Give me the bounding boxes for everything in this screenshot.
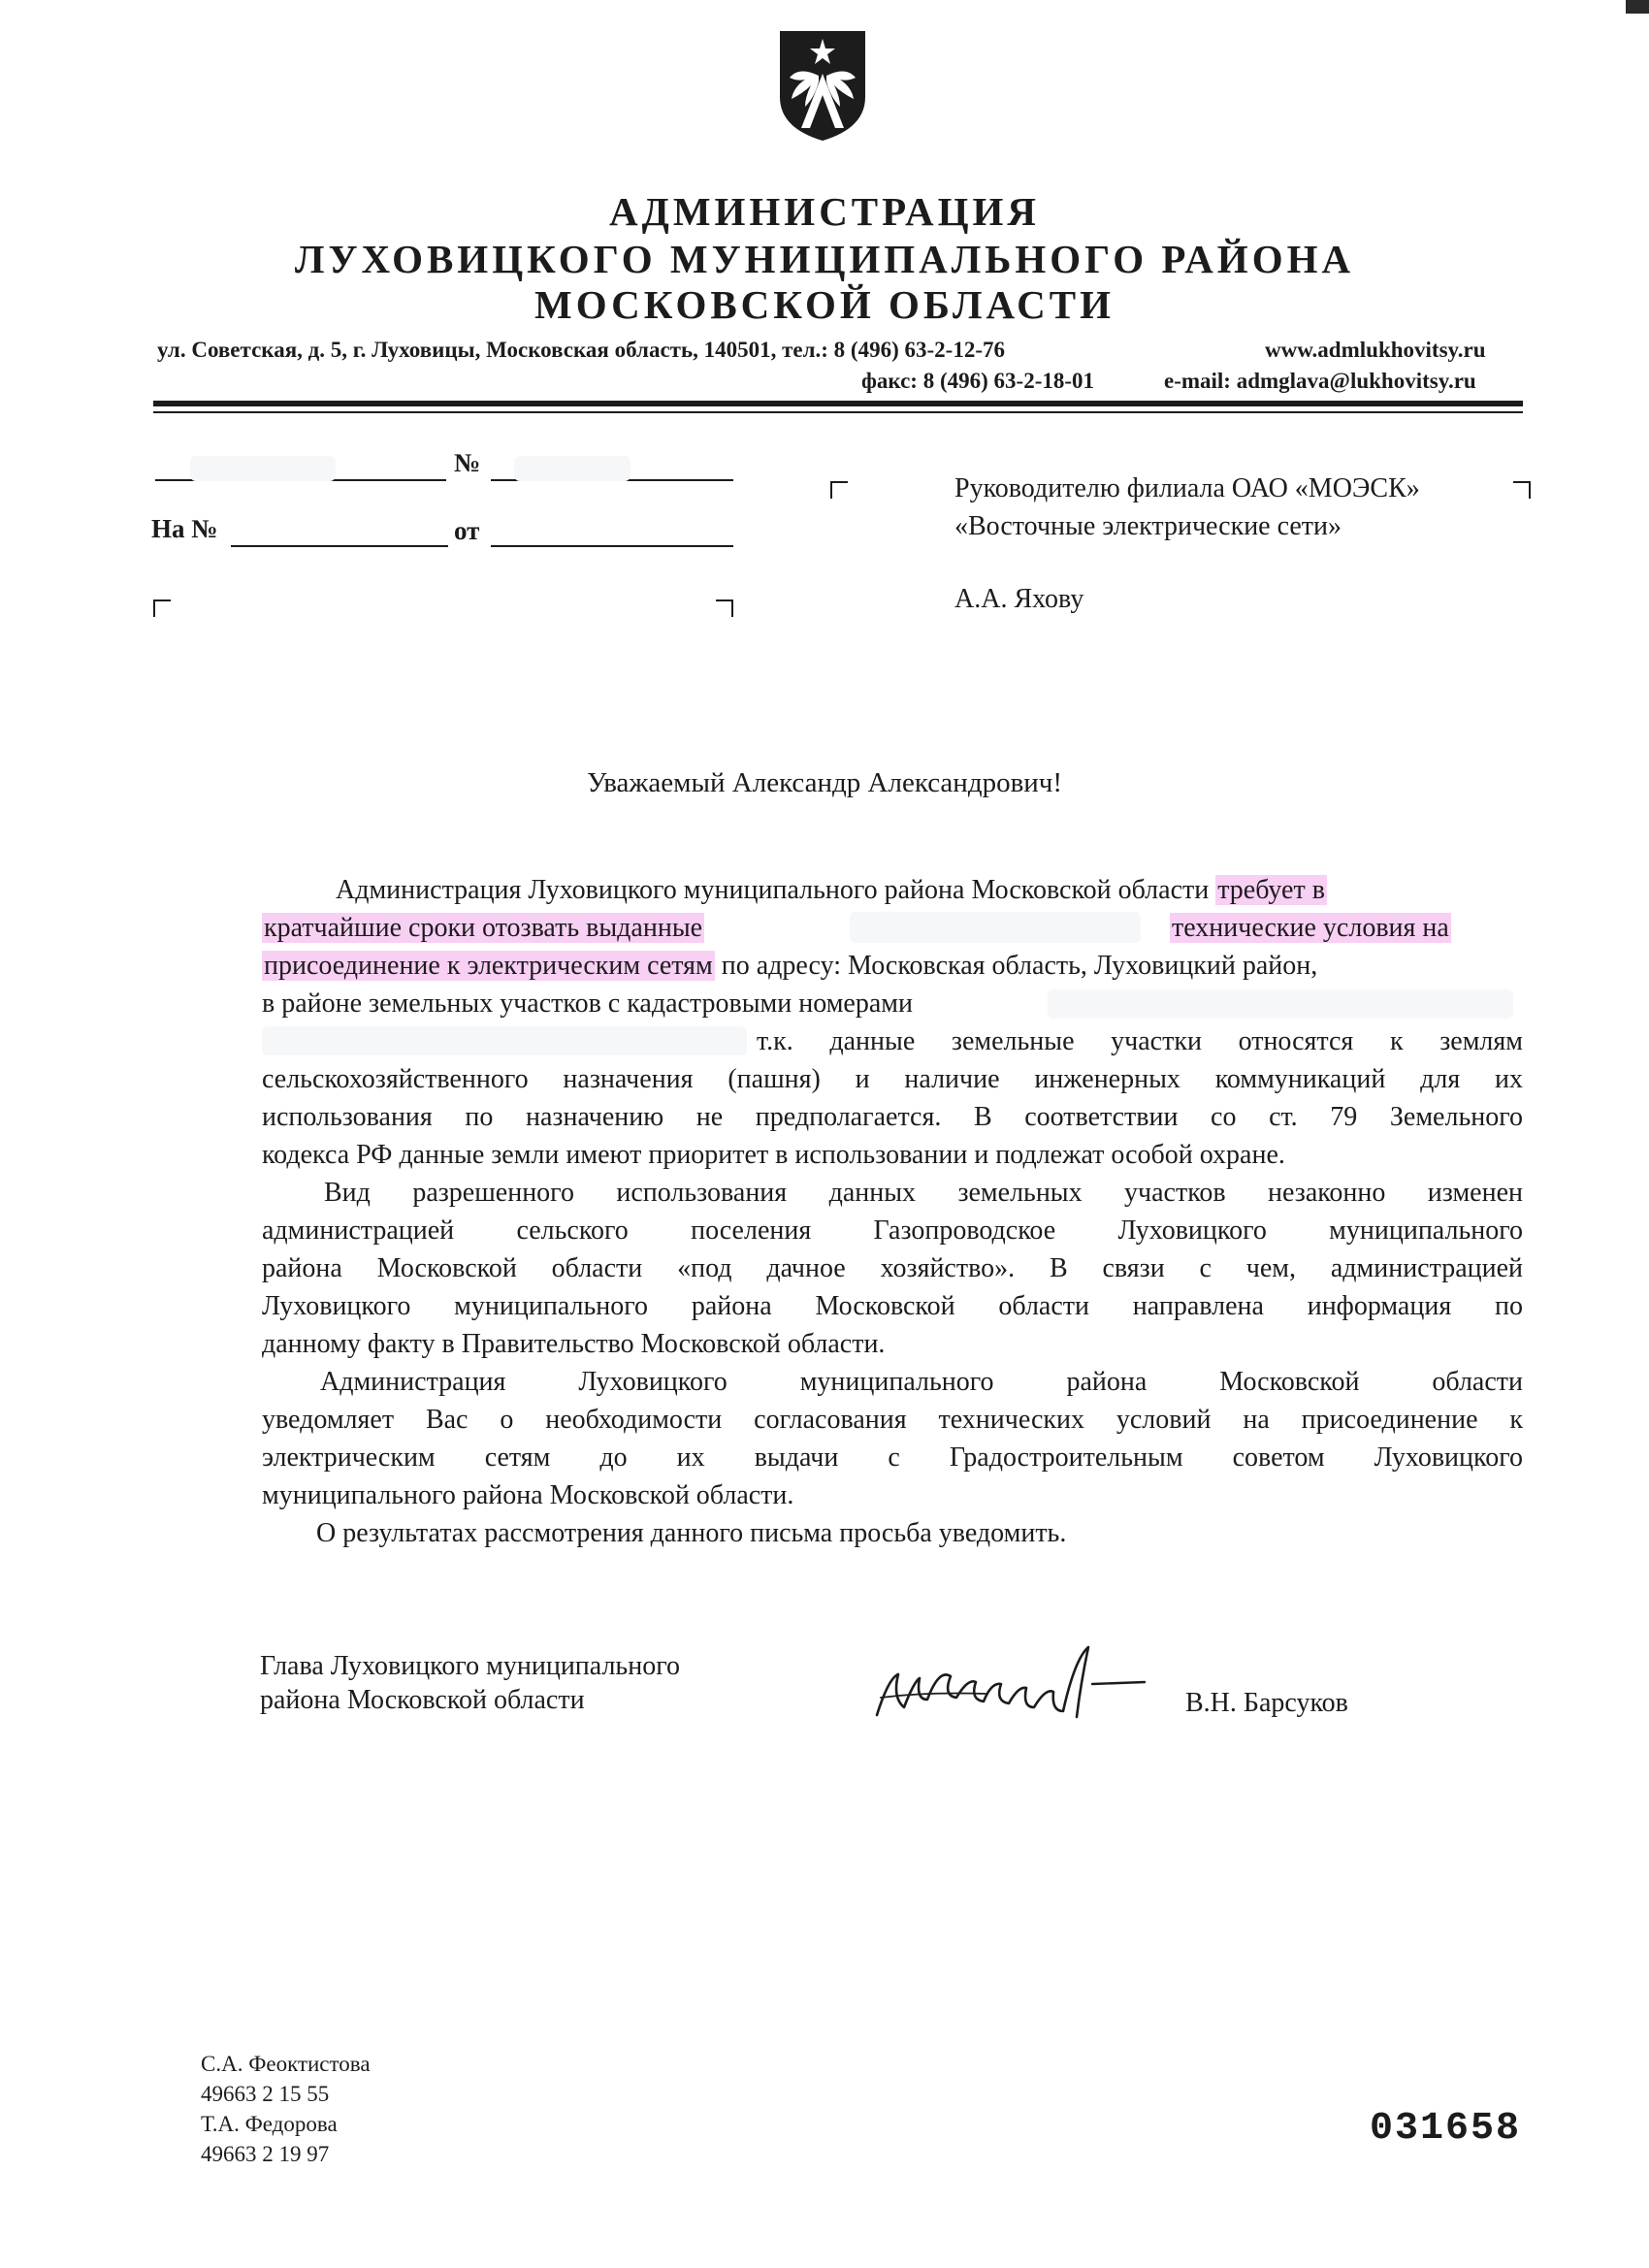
body-p4: О результатах рассмотрения данного письма просьба уведомить.: [316, 1518, 1067, 1548]
address-phone: ул. Советская, д. 5, г. Луховицы, Московская область, 140501, тел.: 8 (496) 63-2-12-76: [157, 338, 1005, 362]
redacted-cadastral-numbers-cont: [262, 1026, 747, 1055]
scan-edge-mark: [1626, 0, 1649, 14]
body-p1-line-7: использования по назначению не предполагается. В соответствии со ст. 79 Земельного: [262, 1102, 1523, 1132]
website: www.admlukhovitsy.ru: [1265, 338, 1486, 362]
signatory-title-line-1: Глава Луховицкого муниципального: [260, 1651, 680, 1681]
outgoing-number-label: №: [454, 448, 481, 477]
addressee-organization: «Восточные электрические сети»: [954, 511, 1342, 541]
body-p3-line-1: Администрация Луховицкого муниципального района Московской области: [320, 1367, 1523, 1397]
header-rule-thick: [153, 401, 1523, 406]
body-p1-line-2-end: [1170, 909, 1451, 947]
executor-name-1: С.А. Феоктистова: [201, 2052, 371, 2076]
highlighted-text: присоединение к электрическим сетям: [264, 951, 713, 981]
highlighted-text: требует в: [1217, 875, 1325, 905]
body-p2-line-1: Вид разрешенного использования данных земельных участков незаконно изменен: [324, 1178, 1523, 1208]
redacted-outgoing-number: [514, 456, 630, 481]
subject-corner-mark-left: [153, 599, 171, 617]
redacted-outgoing-date: [190, 456, 336, 481]
body-p3-line-2: уведомляет Вас о необходимости согласования технических условий на присоединение к: [262, 1405, 1523, 1435]
body-p1-line-1-text: Администрация Луховицкого муниципального района Московской области: [336, 875, 1210, 905]
header-rule-thin: [153, 411, 1523, 413]
signatory-title-line-2: района Московской области: [260, 1685, 585, 1715]
addressee-name: А.А. Яхову: [954, 584, 1084, 614]
addressee-position: Руководителю филиала ОАО «МОЭСК»: [954, 473, 1420, 503]
highlighted-text: кратчайшие сроки отозвать выданные: [264, 913, 703, 943]
body-p3-line-4: муниципального района Московской области.: [262, 1480, 794, 1510]
body-p1-line-8: кодекса РФ данные земли имеют приоритет в использовании и подлежат особой охране.: [262, 1140, 1285, 1170]
document-number: 031658: [1370, 2107, 1522, 2151]
body-p2-line-5: данному факту в Правительство Московской области.: [262, 1329, 886, 1359]
highlighted-text: технические условия на: [1172, 913, 1449, 943]
letterhead-line-2: ЛУХОВИЦКОГО МУНИЦИПАЛЬНОГО РАЙОНА: [294, 237, 1355, 281]
in-reply-number-blank: [231, 545, 448, 547]
salutation: Уважаемый Александр Александрович!: [586, 767, 1063, 798]
executor-phone-2: 49663 2 19 97: [201, 2142, 330, 2166]
in-reply-date-blank: [491, 545, 733, 547]
body-p1-line-2: [262, 909, 704, 947]
signatory-name: В.Н. Барсуков: [1185, 1688, 1348, 1718]
redacted-cadastral-numbers: [1048, 989, 1513, 1019]
body-p2-line-3: района Московской области «под дачное хозяйство». В связи с чем, администрацией: [262, 1253, 1523, 1283]
body-p1-line-3-text: по адресу: Московская область, Луховицкий район,: [721, 951, 1318, 981]
redacted-recipient: [850, 912, 1141, 943]
executor-phone-1: 49663 2 15 55: [201, 2082, 330, 2106]
body-p1-line-6: сельскохозяйственного назначения (пашня) и наличие инженерных коммуникаций для их: [262, 1064, 1523, 1094]
handwritten-signature: [869, 1639, 1150, 1736]
executor-name-2: Т.А. Федорова: [201, 2112, 338, 2136]
address-corner-mark-left: [830, 481, 848, 499]
body-p2-line-2: администрацией сельского поселения Газопроводское Луховицкого муниципального: [262, 1215, 1523, 1246]
address-corner-mark-right: [1513, 481, 1531, 499]
fax-number: факс: 8 (496) 63-2-18-01: [861, 369, 1095, 393]
body-p1-line-4: в районе земельных участков с кадастровыми номерами: [262, 988, 913, 1019]
in-reply-label: На №: [151, 514, 218, 543]
body-p1-line-1: [336, 871, 1327, 909]
body-p1-line-3: [262, 947, 1317, 985]
letterhead-line-3: МОСКОВСКОЙ ОБЛАСТИ: [534, 282, 1115, 327]
email: e-mail: admglava@lukhovitsy.ru: [1164, 369, 1476, 393]
subject-corner-mark-right: [716, 599, 733, 617]
in-reply-from-label: от: [454, 516, 480, 545]
body-p2-line-4: Луховицкого муниципального района Московской области направлена информация по: [262, 1291, 1523, 1321]
letterhead-line-1: АДМИНИСТРАЦИЯ: [609, 189, 1040, 234]
coat-of-arms-emblem: [776, 27, 869, 144]
body-p3-line-3: электрическим сетям до их выдачи с Градостроительным советом Луховицкого: [262, 1442, 1523, 1473]
body-p1-line-5: т.к. данные земельные участки относятся к землям: [757, 1026, 1523, 1056]
